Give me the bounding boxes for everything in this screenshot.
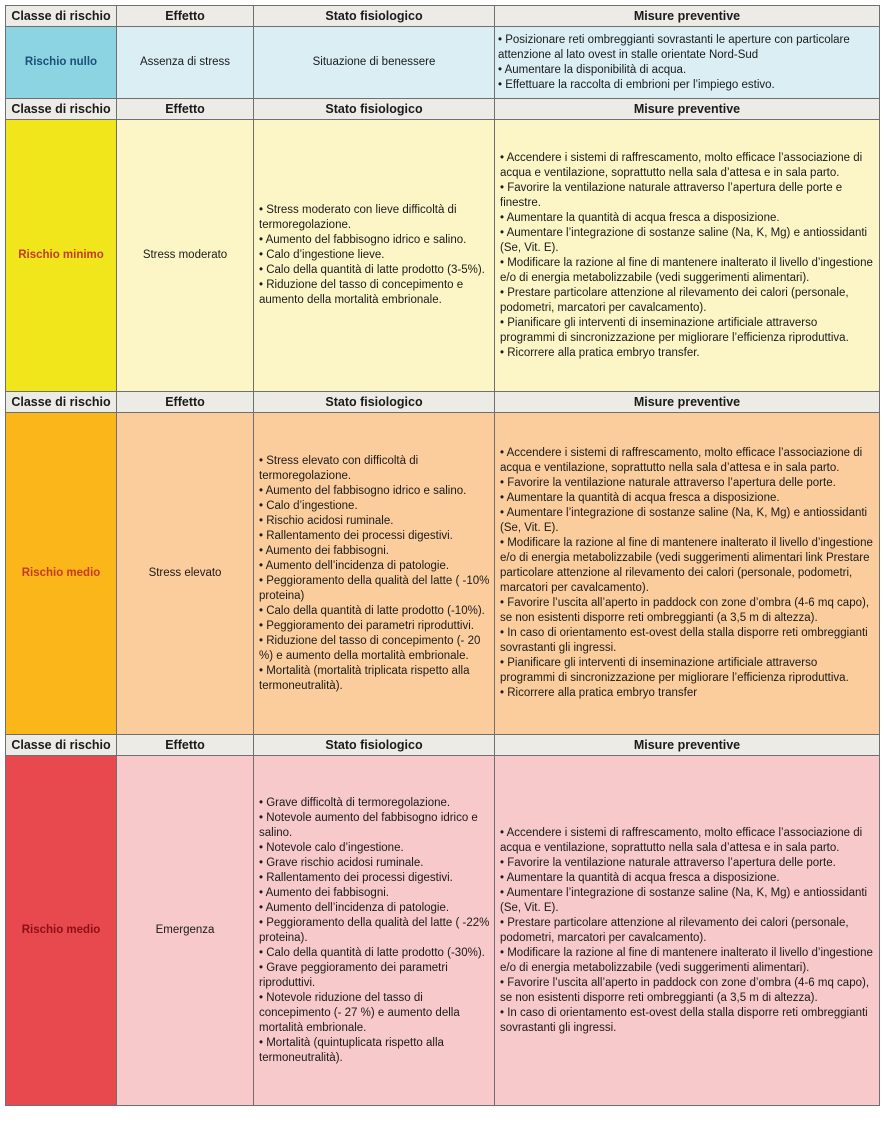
risk-class-cell: Rischio medio xyxy=(6,756,117,1106)
header-misure: Misure preventive xyxy=(495,99,880,120)
bullet-item: • Aumentare la disponibilità di acqua. xyxy=(498,63,687,76)
risk-table xyxy=(5,5,880,1106)
effect-cell: Emergenza xyxy=(117,756,254,1106)
bullet-item: • Stress moderato con lieve difficoltà di termoregolazione. xyxy=(259,204,457,231)
bullet-item: • Aumentare la quantità di acqua fresca a disposizione. xyxy=(500,871,780,884)
bullet-item: • Prestare particolare attenzione al rilevamento dei calori (personale, podometri, marcatori per cavalcamento). xyxy=(500,916,849,944)
bullet-item: • Pianificare gli interventi di inseminazione artificiale attraverso programmi di sincronizzazione per migliorare l’efficienza riproduttiva. xyxy=(500,316,849,344)
bullet-item: • Stress elevato con difficoltà di termoregolazione. xyxy=(259,454,419,482)
bullet-item: • Calo d’ingestione lieve. xyxy=(259,249,385,261)
risk-row-medio xyxy=(6,413,880,735)
bullet-item: • Favorire la ventilazione naturale attraverso l’apertura delle porte. xyxy=(500,477,836,489)
bullet-item: • Accendere i sistemi di raffrescamento, molto efficace l’associazione di acqua e ventilazione, soprattutto nella sala d’attesa e in sala parto. xyxy=(500,447,863,474)
header-stato: Stato fisiologico xyxy=(254,99,495,120)
bullet-item: • Mortalità (quintuplicata rispetto alla termoneutralità). xyxy=(259,1036,444,1064)
bullet-item: • Mortalità (mortalità triplicata rispetto alla termoneutralità). xyxy=(259,664,470,692)
risk-row-nullo xyxy=(6,27,880,99)
header-effetto: Effetto xyxy=(117,735,254,756)
bullet-item: • Rischio acidosi ruminale. xyxy=(259,514,394,527)
risk-class-cell: Rischio minimo xyxy=(6,120,117,392)
header-classe: Classe di rischio xyxy=(6,6,117,27)
bullet-item: • Posizionare reti ombreggianti sovrastanti le aperture con particolare attenzione al lato ovest in stalle orientate Nord-Sud xyxy=(498,33,850,61)
header-classe: Classe di rischio xyxy=(6,392,117,413)
bullet-item: • Calo della quantità di latte prodotto (-10%). xyxy=(259,604,485,617)
risk-class-cell: Rischio medio xyxy=(6,413,117,735)
header-classe: Classe di rischio xyxy=(6,99,117,120)
bullet-item: • Riduzione del tasso di concepimento e aumento della mortalità embrionale. xyxy=(259,279,464,306)
measures-list xyxy=(495,149,879,363)
risk-row-minimo xyxy=(6,120,880,392)
bullet-item: • Favorire la ventilazione naturale attraverso l’apertura delle porte. xyxy=(500,856,836,869)
bullet-item: • Notevole riduzione del tasso di concepimento (- 27 %) e aumento della mortalità embrionale. xyxy=(259,991,460,1034)
effect-cell: Stress moderato xyxy=(117,120,254,392)
header-row xyxy=(6,99,880,120)
bullet-item: • Rallentamento dei processi digestivi. xyxy=(259,529,453,542)
state-list xyxy=(254,201,494,310)
state-list xyxy=(254,794,494,1068)
bullet-item: • Aumentare l’integrazione di sostanze saline (Na, K, Mg) e antiossidanti (Se, Vit. E). xyxy=(500,507,868,534)
bullet-item: • Aumentare la quantità di acqua fresca a disposizione. xyxy=(500,492,780,504)
bullet-item: • Calo della quantità di latte prodotto (-30%). xyxy=(259,946,485,959)
bullet-item: • Modificare la razione al fine di mantenere inalterato il livello d’ingestione e/o di energia metabolizzabile (vedi suggerimenti alimentari). xyxy=(500,256,873,284)
header-misure: Misure preventive xyxy=(495,6,880,27)
bullet-item: • Aumento dell’incidenza di patologie. xyxy=(259,559,450,572)
bullet-item: • Grave rischio acidosi ruminale. xyxy=(259,856,424,869)
effect-cell: Stress elevato xyxy=(117,413,254,735)
header-row xyxy=(6,6,880,27)
bullet-item: • Effettuare la raccolta di embrioni per l’impiego estivo. xyxy=(498,78,775,91)
bullet-item: • Favorire l’uscita all’aperto in paddock con zone d’ombra (4-6 mq capo), se non esistenti disporre reti ombreggianti (a 3,5 m di altezza). xyxy=(500,597,870,624)
bullet-item: • Aumento dei fabbisogni. xyxy=(259,544,389,557)
bullet-item: • Peggioramento della qualità del latte ( -22% proteina). xyxy=(259,916,490,944)
preventive-measures-cell xyxy=(495,27,880,99)
preventive-measures-cell xyxy=(495,756,880,1106)
header-misure: Misure preventive xyxy=(495,735,880,756)
header-row xyxy=(6,392,880,413)
header-effetto: Effetto xyxy=(117,6,254,27)
bullet-item: • Aumento del fabbisogno idrico e salino. xyxy=(259,234,467,246)
bullet-item: • Grave difficoltà di termoregolazione. xyxy=(259,796,451,809)
bullet-item: • Aumento del fabbisogno idrico e salino. xyxy=(259,484,467,497)
bullet-item: • Aumento dei fabbisogni. xyxy=(259,886,389,899)
bullet-item: • Modificare la razione al fine di mantenere inalterato il livello d’ingestione e/o di energia metabolizzabile (vedi suggerimenti alimentari link Prestare particolare attenzione al rilevamento dei calori (personale, podometri, marcatori per cavalcamento). xyxy=(500,537,873,594)
header-effetto: Effetto xyxy=(117,99,254,120)
bullet-item: • Peggioramento della qualità del latte ( -10% proteina) xyxy=(259,574,490,602)
physiological-state-cell xyxy=(254,120,495,392)
risk-class-cell: Rischio nullo xyxy=(6,27,117,99)
bullet-item: • Accendere i sistemi di raffrescamento, molto efficace l’associazione di acqua e ventilazione, soprattutto nella sala d’attesa e in sala parto. xyxy=(500,826,863,854)
bullet-item: • In caso di orientamento est-ovest della stalla disporre reti ombreggianti sovrastanti gli ingressi. xyxy=(500,627,868,654)
header-row xyxy=(6,735,880,756)
bullet-item: • Aumentare l’integrazione di sostanze saline (Na, K, Mg) e antiossidanti (Se, Vit. E). xyxy=(500,226,868,254)
physiological-state-cell xyxy=(254,756,495,1106)
bullet-item: • Modificare la razione al fine di mantenere inalterato il livello d’ingestione e/o di energia metabolizzabile (vedi suggerimenti alimentari). xyxy=(500,946,873,974)
bullet-item: • Prestare particolare attenzione al rilevamento dei calori (personale, podometri, marcatori per cavalcamento). xyxy=(500,286,849,314)
bullet-item: • Aumentare l’integrazione di sostanze saline (Na, K, Mg) e antiossidanti (Se, Vit. E). xyxy=(500,886,868,914)
bullet-item: • Ricorrere alla pratica embryo transfer. xyxy=(500,346,700,359)
header-classe: Classe di rischio xyxy=(6,735,117,756)
bullet-item: • Aumento dell’incidenza di patologie. xyxy=(259,901,450,914)
preventive-measures-cell xyxy=(495,413,880,735)
measures-list xyxy=(495,824,879,1038)
bullet-item: • Pianificare gli interventi di inseminazione artificiale attraverso programmi di sincronizzazione per migliorare l’efficienza riproduttiva. xyxy=(500,657,849,684)
risk-row-emergenza xyxy=(6,756,880,1106)
bullet-item: • Peggioramento dei parametri riproduttivi. xyxy=(259,619,474,632)
bullet-item: • Grave peggioramento dei parametri riproduttivi. xyxy=(259,961,448,989)
bullet-item: • In caso di orientamento est-ovest della stalla disporre reti ombreggianti sovrastanti gli ingressi. xyxy=(500,1006,868,1034)
header-misure: Misure preventive xyxy=(495,392,880,413)
bullet-item: • Aumentare la quantità di acqua fresca a disposizione. xyxy=(500,211,780,224)
bullet-item: • Calo della quantità di latte prodotto (3-5%). xyxy=(259,264,485,276)
physiological-state-cell: Situazione di benessere xyxy=(254,27,495,99)
measures-list xyxy=(495,444,879,703)
measures-list xyxy=(495,31,879,95)
bullet-item: • Notevole aumento del fabbisogno idrico e salino. xyxy=(259,811,478,839)
bullet-item: • Notevole calo d’ingestione. xyxy=(259,841,404,854)
bullet-item: • Favorire la ventilazione naturale attraverso l’apertura delle porte e finestre. xyxy=(500,181,843,209)
bullet-item: • Ricorrere alla pratica embryo transfer xyxy=(500,687,698,699)
preventive-measures-cell xyxy=(495,120,880,392)
bullet-item: • Favorire l’uscita all’aperto in paddock con zone d’ombra (4-6 mq capo), se non esistenti disporre reti ombreggianti (a 3,5 m di altezza). xyxy=(500,976,870,1004)
effect-cell: Assenza di stress xyxy=(117,27,254,99)
header-stato: Stato fisiologico xyxy=(254,6,495,27)
header-stato: Stato fisiologico xyxy=(254,392,495,413)
physiological-state-cell xyxy=(254,413,495,735)
header-effetto: Effetto xyxy=(117,392,254,413)
bullet-item: • Rallentamento dei processi digestivi. xyxy=(259,871,453,884)
bullet-item: • Accendere i sistemi di raffrescamento, molto efficace l’associazione di acqua e ventilazione, soprattutto nella sala d’attesa e in sala parto. xyxy=(500,151,863,179)
state-list xyxy=(254,452,494,696)
bullet-item: • Riduzione del tasso di concepimento (- 20 %) e aumento della mortalità embrionale. xyxy=(259,634,481,662)
bullet-item: • Calo d’ingestione. xyxy=(259,499,358,512)
header-stato: Stato fisiologico xyxy=(254,735,495,756)
